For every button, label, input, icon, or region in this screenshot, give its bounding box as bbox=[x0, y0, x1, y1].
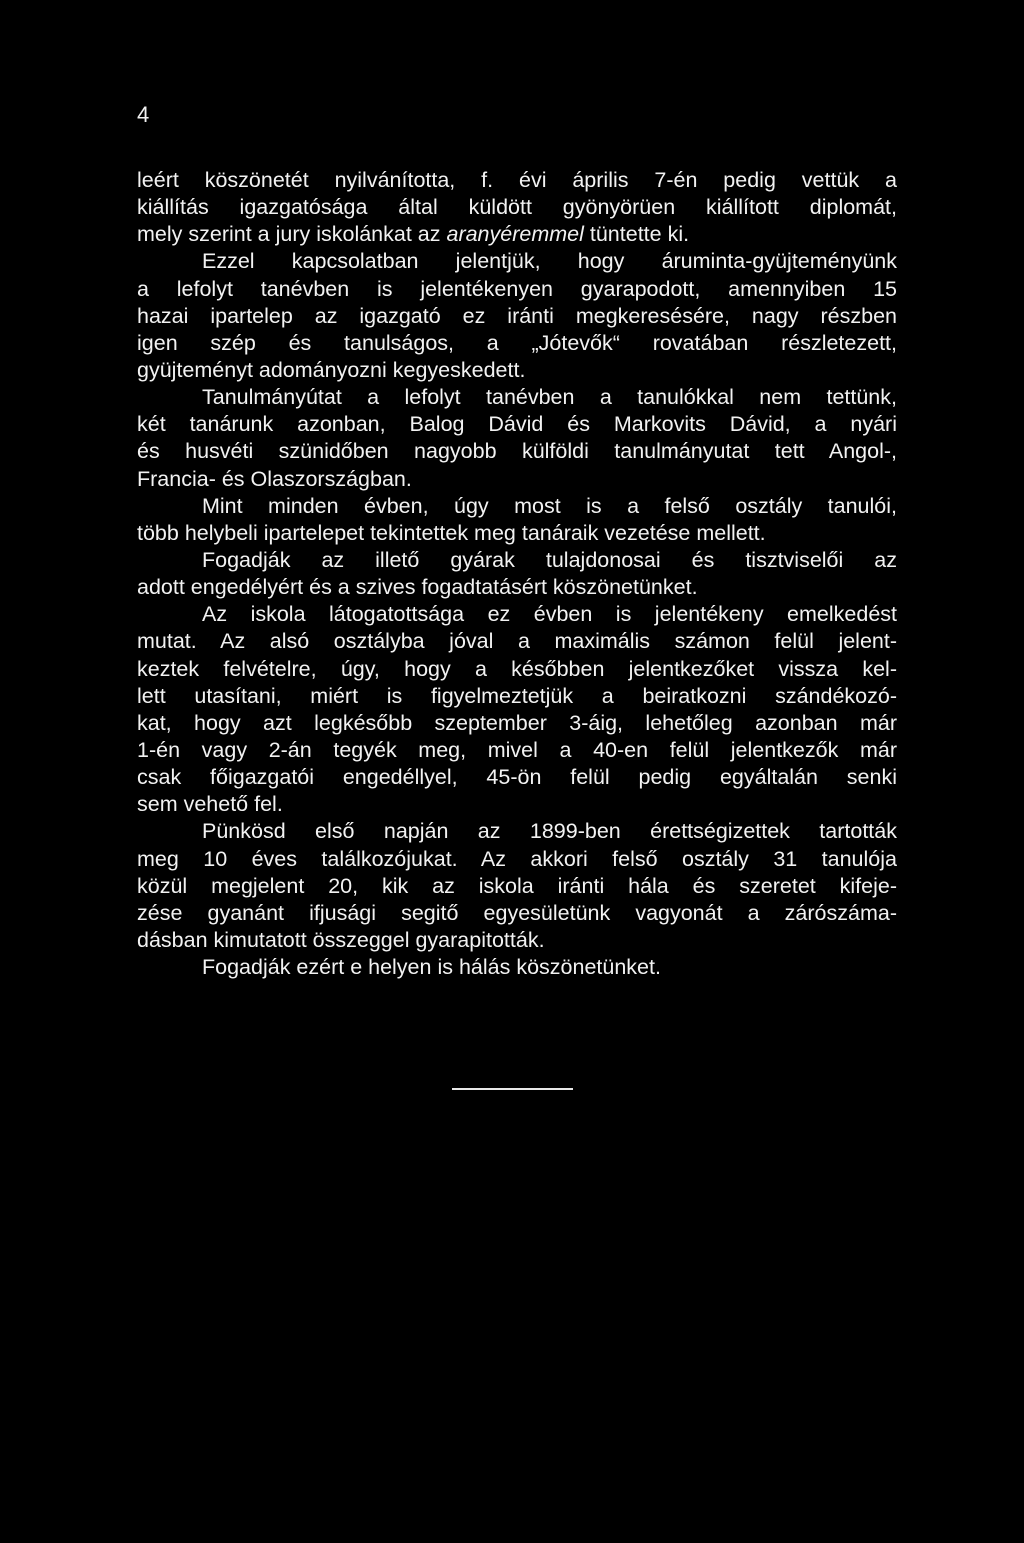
text-line: Az iskola látogatottsága ez évben is jelentékeny emelkedést bbox=[202, 602, 897, 627]
text-line: és husvéti szünidőben nagyobb külföldi tanulmányutat tett Angol-, bbox=[137, 439, 897, 464]
text-line: lett utasítani, miért is figyelmeztetjük a beiratkozni szándékozó- bbox=[137, 683, 897, 708]
text-line bbox=[137, 221, 897, 248]
text-line: adott engedélyért és a szives fogadtatásért köszönetünket. bbox=[137, 575, 698, 600]
text-line: keztek felvételre, úgy, hogy a későbben jelentkezőket vissza kel- bbox=[137, 656, 897, 681]
text-line: gyüjteményt adományozni kegyeskedett. bbox=[137, 357, 526, 382]
text-line: Ezzel kapcsolatban jelentjük, hogy áruminta-gyüjteményünk bbox=[202, 249, 897, 274]
text-line: 1-én vagy 2-án tegyék meg, mivel a 40-en felül jelentkezők már bbox=[137, 737, 897, 762]
text-line: igen szép és tanulságos, a „Jótevők“ rovatában részletezett, bbox=[137, 330, 897, 355]
text-line: több helybeli ipartelepet tekintettek meg tanáraik vezetése mellett. bbox=[137, 520, 766, 545]
text-line: sem vehető fel. bbox=[137, 792, 283, 817]
body-text bbox=[137, 167, 897, 981]
page-number: 4 bbox=[137, 102, 150, 127]
text-line: kiállítás igazgatósága által küldött gyönyörüen kiállított diplomát, bbox=[137, 195, 897, 220]
text-line: kat, hogy azt legkésőbb szeptember 3-áig, lehetőleg azonban már bbox=[137, 710, 897, 735]
text-line: leért köszönetét nyilvánította, f. évi április 7-én pedig vettük a bbox=[137, 168, 897, 192]
text-line: Fogadják ezért e helyen is hálás köszönetünket. bbox=[202, 955, 661, 980]
text-line: Pünkösd első napján az 1899-ben érettségizettek tartották bbox=[202, 819, 897, 844]
text-line: két tanárunk azonban, Balog Dávid és Markovits Dávid, a nyári bbox=[137, 412, 897, 437]
text-line: csak főigazgatói engedéllyel, 45-ön felül pedig egyáltalán senki bbox=[137, 765, 897, 790]
text-line: Mint minden évben, úgy most is a felső osztály tanulói, bbox=[202, 493, 897, 518]
section-divider bbox=[452, 1088, 573, 1090]
text-line: mutat. Az alsó osztályba jóval a maximális számon felül jelent- bbox=[137, 629, 897, 654]
text-line: hazai ipartelep az igazgató ez iránti megkeresésére, nagy részben bbox=[137, 303, 897, 328]
text-line: a lefolyt tanévben is jelentékenyen gyarapodott, amennyiben 15 bbox=[137, 276, 897, 301]
text-run: mely szerint a jury iskolánkat az bbox=[137, 222, 447, 247]
text-line: Francia- és Olaszországban. bbox=[137, 466, 412, 491]
text-line: zése gyanánt ifjusági segitő egyesületünk vagyonát a zárószáma- bbox=[137, 900, 897, 925]
text-line: Fogadják az illető gyárak tulajdonosai és tisztviselői az bbox=[202, 547, 897, 572]
text-run: tüntette ki. bbox=[583, 222, 690, 247]
text-line: közül megjelent 20, kik az iskola iránti hála és szeretet kifeje- bbox=[137, 873, 897, 898]
text-line: meg 10 éves találkozójukat. Az akkori felső osztály 31 tanulója bbox=[137, 846, 897, 871]
emphasized-text: aranyéremmel bbox=[446, 222, 584, 247]
text-line: Tanulmányútat a lefolyt tanévben a tanulókkal nem tettünk, bbox=[202, 385, 897, 410]
text-line: dásban kimutatott összeggel gyarapitották. bbox=[137, 927, 545, 952]
